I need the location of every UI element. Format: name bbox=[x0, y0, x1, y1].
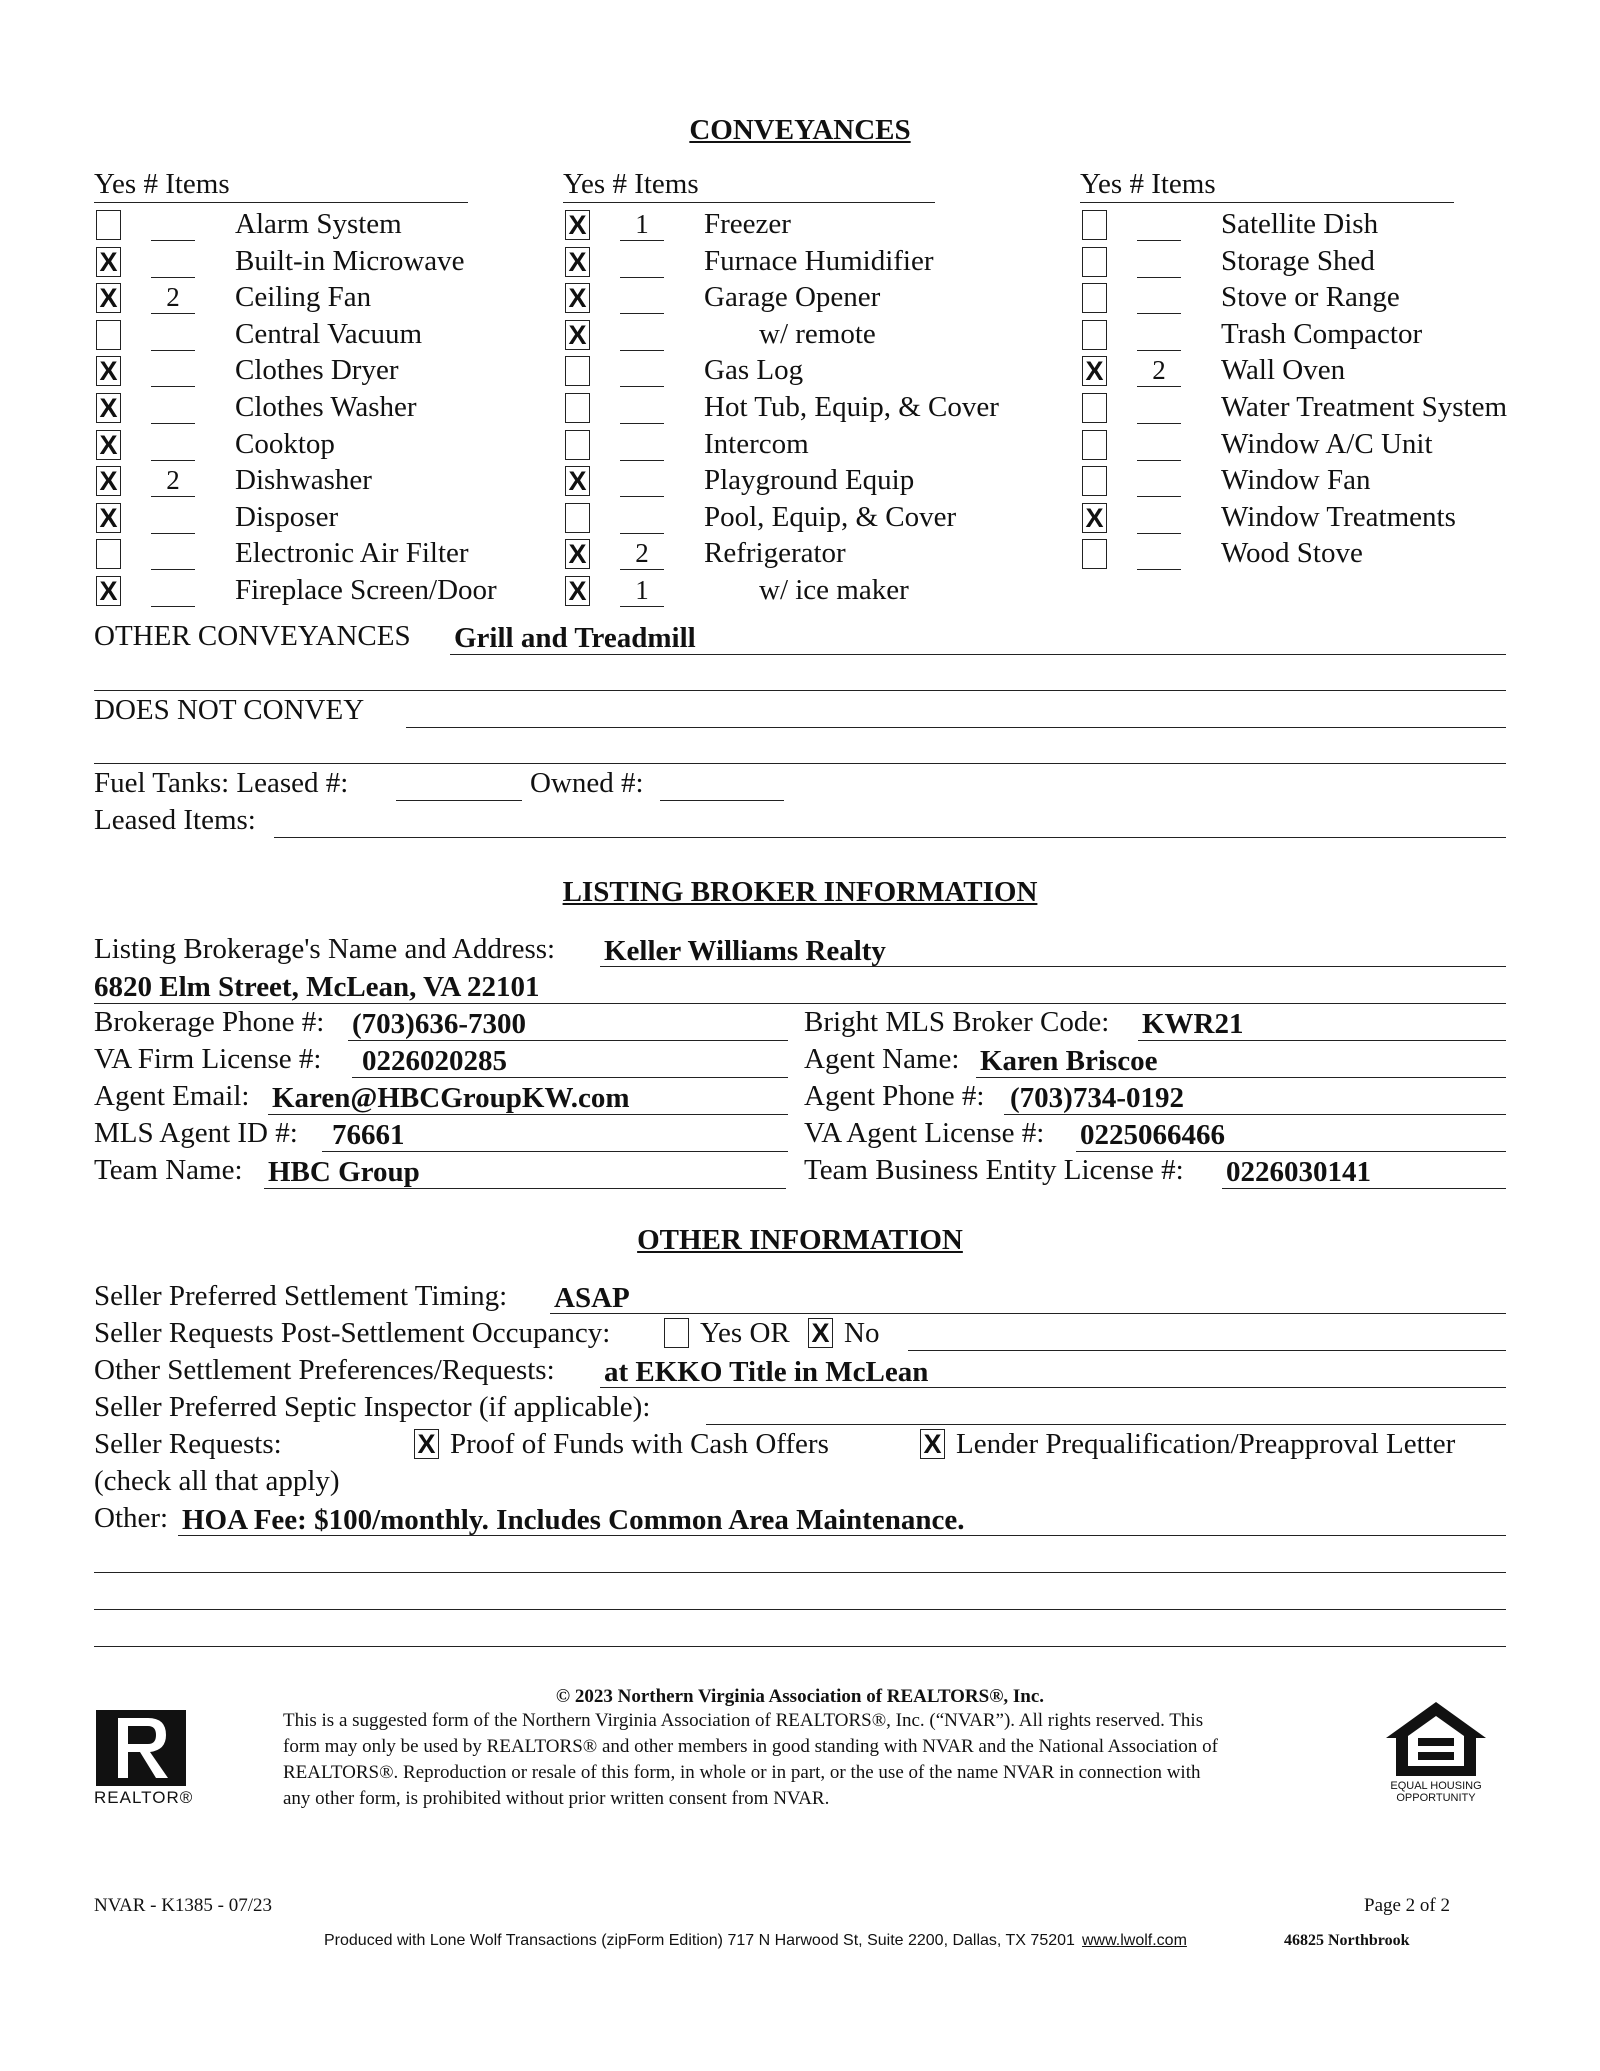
conveyance-checkbox[interactable]: X bbox=[565, 210, 590, 240]
conveyance-checkbox[interactable] bbox=[96, 210, 121, 240]
conveyance-label: Disposer bbox=[235, 500, 339, 533]
conveyance-item bbox=[94, 206, 574, 242]
other-line-3[interactable] bbox=[94, 1609, 1506, 1610]
conveyance-quantity[interactable] bbox=[620, 352, 664, 387]
mls-broker-code-label: Bright MLS Broker Code: bbox=[804, 1006, 1110, 1038]
conveyance-label: Window Treatments bbox=[1221, 500, 1456, 533]
conveyance-quantity[interactable]: 2 bbox=[1137, 352, 1181, 387]
conveyance-checkbox[interactable]: X bbox=[565, 576, 590, 606]
column-header: Yes # Items bbox=[94, 168, 230, 200]
conveyance-label: Stove or Range bbox=[1221, 281, 1400, 314]
brokerage-phone-value[interactable]: (703)636-7300 bbox=[352, 1008, 526, 1040]
conveyance-quantity[interactable] bbox=[151, 535, 195, 570]
conveyance-item bbox=[94, 243, 574, 279]
conveyance-quantity[interactable] bbox=[151, 352, 195, 387]
conveyance-item bbox=[563, 206, 1043, 242]
preferences-label: Other Settlement Preferences/Requests: bbox=[94, 1354, 555, 1386]
conveyance-item bbox=[94, 572, 574, 608]
conveyance-checkbox[interactable] bbox=[1082, 210, 1107, 240]
conveyance-item bbox=[563, 572, 1043, 608]
brokerage-phone-label: Brokerage Phone #: bbox=[94, 1006, 325, 1038]
conveyance-item bbox=[563, 243, 1043, 279]
other-line-4[interactable] bbox=[94, 1646, 1506, 1647]
other-conveyances-line bbox=[450, 654, 1506, 655]
team-name-value[interactable]: HBC Group bbox=[268, 1156, 420, 1188]
conveyance-label: Window Fan bbox=[1221, 464, 1371, 497]
conveyance-quantity[interactable] bbox=[1137, 316, 1181, 351]
conveyance-label: Hot Tub, Equip, & Cover bbox=[704, 391, 999, 423]
fuel-tanks-leased-field[interactable] bbox=[396, 800, 522, 801]
conveyance-checkbox[interactable] bbox=[1082, 430, 1107, 460]
conveyance-label: Ceiling Fan bbox=[235, 281, 372, 314]
firm-license-line bbox=[352, 1077, 788, 1078]
agent-license-label: VA Agent License #: bbox=[804, 1117, 1045, 1149]
conveyance-label: Alarm System bbox=[235, 208, 402, 240]
notice-line: This is a suggested form of the Northern Virginia Association of REALTORS®, Inc. (“NVAR”). All rights reserved. This bbox=[283, 1710, 1204, 1731]
conveyance-label: Wood Stove bbox=[1221, 537, 1363, 570]
conveyance-quantity[interactable] bbox=[620, 279, 664, 314]
conveyance-label: Playground Equip bbox=[704, 464, 915, 497]
other-line bbox=[178, 1535, 1506, 1536]
does-not-convey-line-2 bbox=[94, 763, 1506, 764]
conveyance-checkbox[interactable] bbox=[565, 393, 590, 423]
agent-name-value[interactable]: Karen Briscoe bbox=[980, 1045, 1158, 1077]
conveyance-label: Central Vacuum bbox=[235, 317, 423, 350]
conveyance-label: w/ remote bbox=[759, 317, 876, 350]
mls-broker-code-value[interactable]: KWR21 bbox=[1142, 1008, 1244, 1040]
preferences-value[interactable]: at EKKO Title in McLean bbox=[604, 1356, 929, 1388]
conveyance-label: Wall Oven bbox=[1221, 354, 1346, 387]
conveyance-item bbox=[94, 279, 574, 315]
conveyance-checkbox[interactable]: X bbox=[96, 283, 121, 313]
produced-with: Produced with Lone Wolf Transactions (zipForm Edition) 717 N Harwood St, Suite 2200, Dallas, TX 75201 bbox=[324, 1932, 1075, 1949]
notice-line: form may only be used by REALTORS® and other members in good standing with NVAR and the National Association of bbox=[283, 1736, 1218, 1757]
conveyance-label: Intercom bbox=[704, 427, 809, 460]
conveyance-quantity[interactable] bbox=[620, 499, 664, 534]
conveyance-quantity[interactable] bbox=[620, 426, 664, 461]
settlement-timing-line bbox=[550, 1313, 1506, 1314]
brokerage-name-address-label: Listing Brokerage's Name and Address: bbox=[94, 933, 556, 965]
conveyance-checkbox[interactable]: X bbox=[96, 393, 121, 423]
conveyance-item bbox=[563, 316, 1043, 352]
conveyance-checkbox[interactable] bbox=[1082, 539, 1107, 569]
conveyance-checkbox[interactable]: X bbox=[96, 466, 121, 496]
notice-line: REALTORS®. Reproduction or resale of this form, in whole or in part, or the use of the name NVAR in connection with bbox=[283, 1762, 1201, 1783]
conveyance-item bbox=[563, 389, 1043, 425]
conveyance-checkbox[interactable] bbox=[1082, 247, 1107, 277]
conveyance-checkbox[interactable]: X bbox=[565, 283, 590, 313]
conveyance-checkbox[interactable] bbox=[1082, 283, 1107, 313]
conveyance-checkbox[interactable] bbox=[565, 356, 590, 386]
conveyance-item bbox=[1080, 316, 1560, 352]
conveyance-quantity[interactable] bbox=[151, 316, 195, 351]
column-header: Yes # Items bbox=[1080, 168, 1216, 200]
conveyance-label: Pool, Equip, & Cover bbox=[704, 500, 957, 533]
conveyance-label: Gas Log bbox=[704, 354, 804, 387]
team-name-line bbox=[264, 1188, 786, 1189]
fuel-tanks-owned-label: Owned #: bbox=[530, 767, 644, 799]
conveyance-label: Satellite Dish bbox=[1221, 208, 1379, 240]
conveyance-label: Electronic Air Filter bbox=[235, 537, 469, 570]
conveyance-quantity[interactable] bbox=[1137, 243, 1181, 278]
conveyance-checkbox[interactable] bbox=[96, 320, 121, 350]
brokerage-name-line bbox=[600, 966, 1506, 967]
conveyance-checkbox[interactable]: X bbox=[565, 539, 590, 569]
fuel-tanks-owned-field[interactable] bbox=[660, 800, 784, 801]
conveyance-item bbox=[1080, 499, 1560, 535]
conveyance-item bbox=[1080, 462, 1560, 498]
conveyance-label: Window A/C Unit bbox=[1221, 427, 1433, 460]
conveyance-checkbox[interactable] bbox=[1082, 320, 1107, 350]
check-all-label: (check all that apply) bbox=[94, 1465, 340, 1497]
occupancy-yes-label: Yes OR bbox=[700, 1317, 790, 1349]
settlement-timing-label: Seller Preferred Settlement Timing: bbox=[94, 1280, 508, 1312]
column-header: Yes # Items bbox=[563, 168, 699, 200]
team-license-label: Team Business Entity License #: bbox=[804, 1154, 1184, 1186]
conveyance-label: w/ ice maker bbox=[759, 574, 909, 606]
occupancy-label: Seller Requests Post-Settlement Occupancy: bbox=[94, 1317, 611, 1349]
conveyance-label: Furnace Humidifier bbox=[704, 244, 934, 277]
does-not-convey-line[interactable] bbox=[406, 727, 1506, 728]
conveyance-item bbox=[94, 535, 574, 571]
mls-agent-id-label: MLS Agent ID #: bbox=[94, 1117, 298, 1149]
agent-phone-line bbox=[1004, 1114, 1506, 1115]
conveyance-quantity[interactable] bbox=[151, 389, 195, 424]
preferences-line bbox=[600, 1387, 1506, 1388]
conveyance-item bbox=[94, 499, 574, 535]
conveyance-quantity[interactable]: 1 bbox=[620, 206, 664, 241]
team-license-value[interactable]: 0226030141 bbox=[1226, 1156, 1371, 1188]
conveyance-quantity[interactable] bbox=[620, 243, 664, 278]
other-conveyances-label: OTHER CONVEYANCES bbox=[94, 620, 411, 652]
seller-requests-label: Seller Requests: bbox=[94, 1428, 282, 1460]
conveyance-quantity[interactable] bbox=[1137, 426, 1181, 461]
conveyance-checkbox[interactable] bbox=[565, 430, 590, 460]
conveyance-checkbox[interactable]: X bbox=[96, 503, 121, 533]
conveyance-checkbox[interactable]: X bbox=[565, 247, 590, 277]
septic-field[interactable] bbox=[706, 1424, 1506, 1425]
conveyance-item bbox=[1080, 389, 1560, 425]
occupancy-yes-checkbox[interactable] bbox=[664, 1318, 689, 1348]
realtor-logo bbox=[94, 1710, 202, 1810]
other-conveyances-value[interactable]: Grill and Treadmill bbox=[454, 622, 696, 654]
equal-housing-logo bbox=[1376, 1700, 1496, 1810]
conveyance-item bbox=[94, 462, 574, 498]
conveyance-quantity[interactable] bbox=[620, 316, 664, 351]
conveyance-quantity[interactable] bbox=[151, 572, 195, 607]
conveyance-label: Dishwasher bbox=[235, 464, 372, 497]
conveyance-quantity[interactable] bbox=[151, 499, 195, 534]
lender-prequal-checkbox[interactable]: X bbox=[920, 1429, 945, 1459]
firm-license-label: VA Firm License #: bbox=[94, 1043, 322, 1075]
property-name: 46825 Northbrook bbox=[1284, 1932, 1410, 1949]
leased-items-field[interactable] bbox=[274, 837, 1506, 838]
conveyance-checkbox[interactable]: X bbox=[96, 576, 121, 606]
conveyance-quantity[interactable] bbox=[620, 389, 664, 424]
conveyance-item bbox=[563, 535, 1043, 571]
proof-of-funds-checkbox[interactable]: X bbox=[414, 1429, 439, 1459]
conveyance-quantity[interactable]: 1 bbox=[620, 572, 664, 607]
fuel-tanks-leased-label: Fuel Tanks: Leased #: bbox=[94, 767, 349, 799]
conveyance-label: Fireplace Screen/Door bbox=[235, 574, 497, 606]
conveyance-quantity[interactable] bbox=[151, 243, 195, 278]
conveyance-quantity[interactable] bbox=[1137, 535, 1181, 570]
conveyance-item bbox=[563, 352, 1043, 388]
agent-email-label: Agent Email: bbox=[94, 1080, 250, 1112]
conveyance-item bbox=[563, 426, 1043, 462]
team-name-label: Team Name: bbox=[94, 1154, 243, 1186]
realtor-logo-text: REALTOR® bbox=[94, 1788, 194, 1807]
conveyances-title: CONVEYANCES bbox=[689, 114, 911, 146]
notice-line: any other form, is prohibited without prior written consent from NVAR. bbox=[283, 1788, 830, 1809]
conveyance-item bbox=[563, 499, 1043, 535]
conveyance-label: Freezer bbox=[704, 208, 791, 240]
conveyance-checkbox[interactable] bbox=[565, 503, 590, 533]
conveyance-item bbox=[1080, 535, 1560, 571]
agent-license-value[interactable]: 0225066466 bbox=[1080, 1119, 1225, 1151]
firm-license-value[interactable]: 0226020285 bbox=[362, 1045, 507, 1077]
conveyance-quantity[interactable]: 2 bbox=[620, 535, 664, 570]
conveyance-quantity[interactable] bbox=[151, 426, 195, 461]
conveyance-item bbox=[1080, 426, 1560, 462]
conveyance-quantity[interactable] bbox=[1137, 462, 1181, 497]
septic-label: Seller Preferred Septic Inspector (if applicable): bbox=[94, 1391, 651, 1423]
other-value[interactable]: HOA Fee: $100/monthly. Includes Common Area Maintenance. bbox=[182, 1504, 965, 1536]
conveyance-label: Garage Opener bbox=[704, 281, 881, 314]
mls-agent-id-line bbox=[322, 1151, 788, 1152]
conveyance-quantity[interactable] bbox=[1137, 206, 1181, 241]
equal-housing-house-icon bbox=[1384, 1700, 1488, 1778]
occupancy-no-checkbox[interactable]: X bbox=[808, 1318, 833, 1348]
conveyance-item bbox=[563, 279, 1043, 315]
conveyance-item bbox=[1080, 243, 1560, 279]
team-license-line bbox=[1222, 1188, 1506, 1189]
form-id: NVAR - K1385 - 07/23 bbox=[94, 1895, 273, 1916]
occupancy-no-label: No bbox=[844, 1317, 880, 1349]
lender-prequal-label: Lender Prequalification/Preapproval Letter bbox=[956, 1428, 1456, 1460]
conveyance-checkbox[interactable]: X bbox=[96, 430, 121, 460]
conveyance-checkbox[interactable]: X bbox=[96, 247, 121, 277]
broker-title: LISTING BROKER INFORMATION bbox=[562, 876, 1038, 908]
conveyance-label: Cooktop bbox=[235, 427, 335, 460]
conveyance-item bbox=[94, 426, 574, 462]
agent-name-line bbox=[976, 1077, 1506, 1078]
brokerage-address-value[interactable]: 6820 Elm Street, McLean, VA 22101 bbox=[94, 971, 540, 1003]
conveyance-item bbox=[563, 462, 1043, 498]
conveyance-label: Water Treatment System bbox=[1221, 391, 1508, 423]
other-conveyances-line-2 bbox=[94, 690, 1506, 691]
agent-email-value[interactable]: Karen@HBCGroupKW.com bbox=[272, 1082, 630, 1114]
conveyance-quantity[interactable]: 2 bbox=[151, 462, 195, 497]
conveyance-item bbox=[94, 316, 574, 352]
conveyance-checkbox[interactable] bbox=[96, 539, 121, 569]
does-not-convey-label: DOES NOT CONVEY bbox=[94, 694, 365, 726]
conveyance-quantity[interactable] bbox=[1137, 499, 1181, 534]
conveyance-quantity[interactable] bbox=[1137, 389, 1181, 424]
conveyance-checkbox[interactable]: X bbox=[1082, 356, 1107, 386]
agent-name-label: Agent Name: bbox=[804, 1043, 960, 1075]
equal-housing-text bbox=[1376, 1780, 1496, 1804]
conveyance-item bbox=[1080, 206, 1560, 242]
conveyance-checkbox[interactable] bbox=[1082, 393, 1107, 423]
occupancy-line[interactable] bbox=[908, 1350, 1506, 1351]
conveyance-item bbox=[1080, 352, 1560, 388]
eho-text-1: EQUAL HOUSING bbox=[1390, 1780, 1482, 1792]
agent-email-line bbox=[268, 1114, 788, 1115]
conveyance-quantity[interactable] bbox=[620, 462, 664, 497]
conveyance-checkbox[interactable]: X bbox=[96, 356, 121, 386]
conveyance-label: Clothes Dryer bbox=[235, 354, 399, 387]
conveyance-checkbox[interactable] bbox=[1082, 466, 1107, 496]
conveyance-quantity[interactable] bbox=[1137, 279, 1181, 314]
conveyance-label: Storage Shed bbox=[1221, 244, 1375, 277]
conveyance-quantity[interactable]: 2 bbox=[151, 279, 195, 314]
conveyance-label: Built-in Microwave bbox=[235, 244, 465, 277]
website-link[interactable]: www.lwolf.com bbox=[1082, 1932, 1187, 1949]
agent-phone-label: Agent Phone #: bbox=[804, 1080, 985, 1112]
proof-of-funds-label: Proof of Funds with Cash Offers bbox=[450, 1428, 829, 1460]
conveyance-label: Trash Compactor bbox=[1221, 317, 1423, 350]
conveyance-item bbox=[1080, 279, 1560, 315]
conveyance-checkbox[interactable]: X bbox=[1082, 503, 1107, 533]
brokerage-phone-line bbox=[348, 1040, 788, 1041]
conveyance-item bbox=[94, 389, 574, 425]
other-line-2[interactable] bbox=[94, 1572, 1506, 1573]
conveyance-checkbox[interactable]: X bbox=[565, 466, 590, 496]
conveyance-label: Refrigerator bbox=[704, 537, 846, 570]
conveyance-item bbox=[94, 352, 574, 388]
mls-broker-code-line bbox=[1138, 1040, 1506, 1041]
leased-items-label: Leased Items: bbox=[94, 804, 256, 836]
brokerage-name-value[interactable]: Keller Williams Realty bbox=[604, 935, 886, 967]
realtor-r-icon bbox=[96, 1710, 186, 1786]
copyright-notice bbox=[283, 1708, 1343, 1812]
copyright: © 2023 Northern Virginia Association of REALTORS®, Inc. bbox=[555, 1686, 1045, 1707]
conveyance-label: Clothes Washer bbox=[235, 391, 417, 423]
other-info-title: OTHER INFORMATION bbox=[637, 1224, 963, 1256]
conveyance-quantity[interactable] bbox=[151, 206, 195, 241]
page-number: Page 2 of 2 bbox=[1364, 1895, 1451, 1916]
eho-text-2: OPPORTUNITY bbox=[1396, 1792, 1476, 1804]
conveyance-checkbox[interactable]: X bbox=[565, 320, 590, 350]
agent-phone-value[interactable]: (703)734-0192 bbox=[1010, 1082, 1184, 1114]
other-label: Other: bbox=[94, 1502, 169, 1534]
mls-agent-id-value[interactable]: 76661 bbox=[332, 1119, 405, 1151]
settlement-timing-value[interactable]: ASAP bbox=[554, 1282, 630, 1314]
